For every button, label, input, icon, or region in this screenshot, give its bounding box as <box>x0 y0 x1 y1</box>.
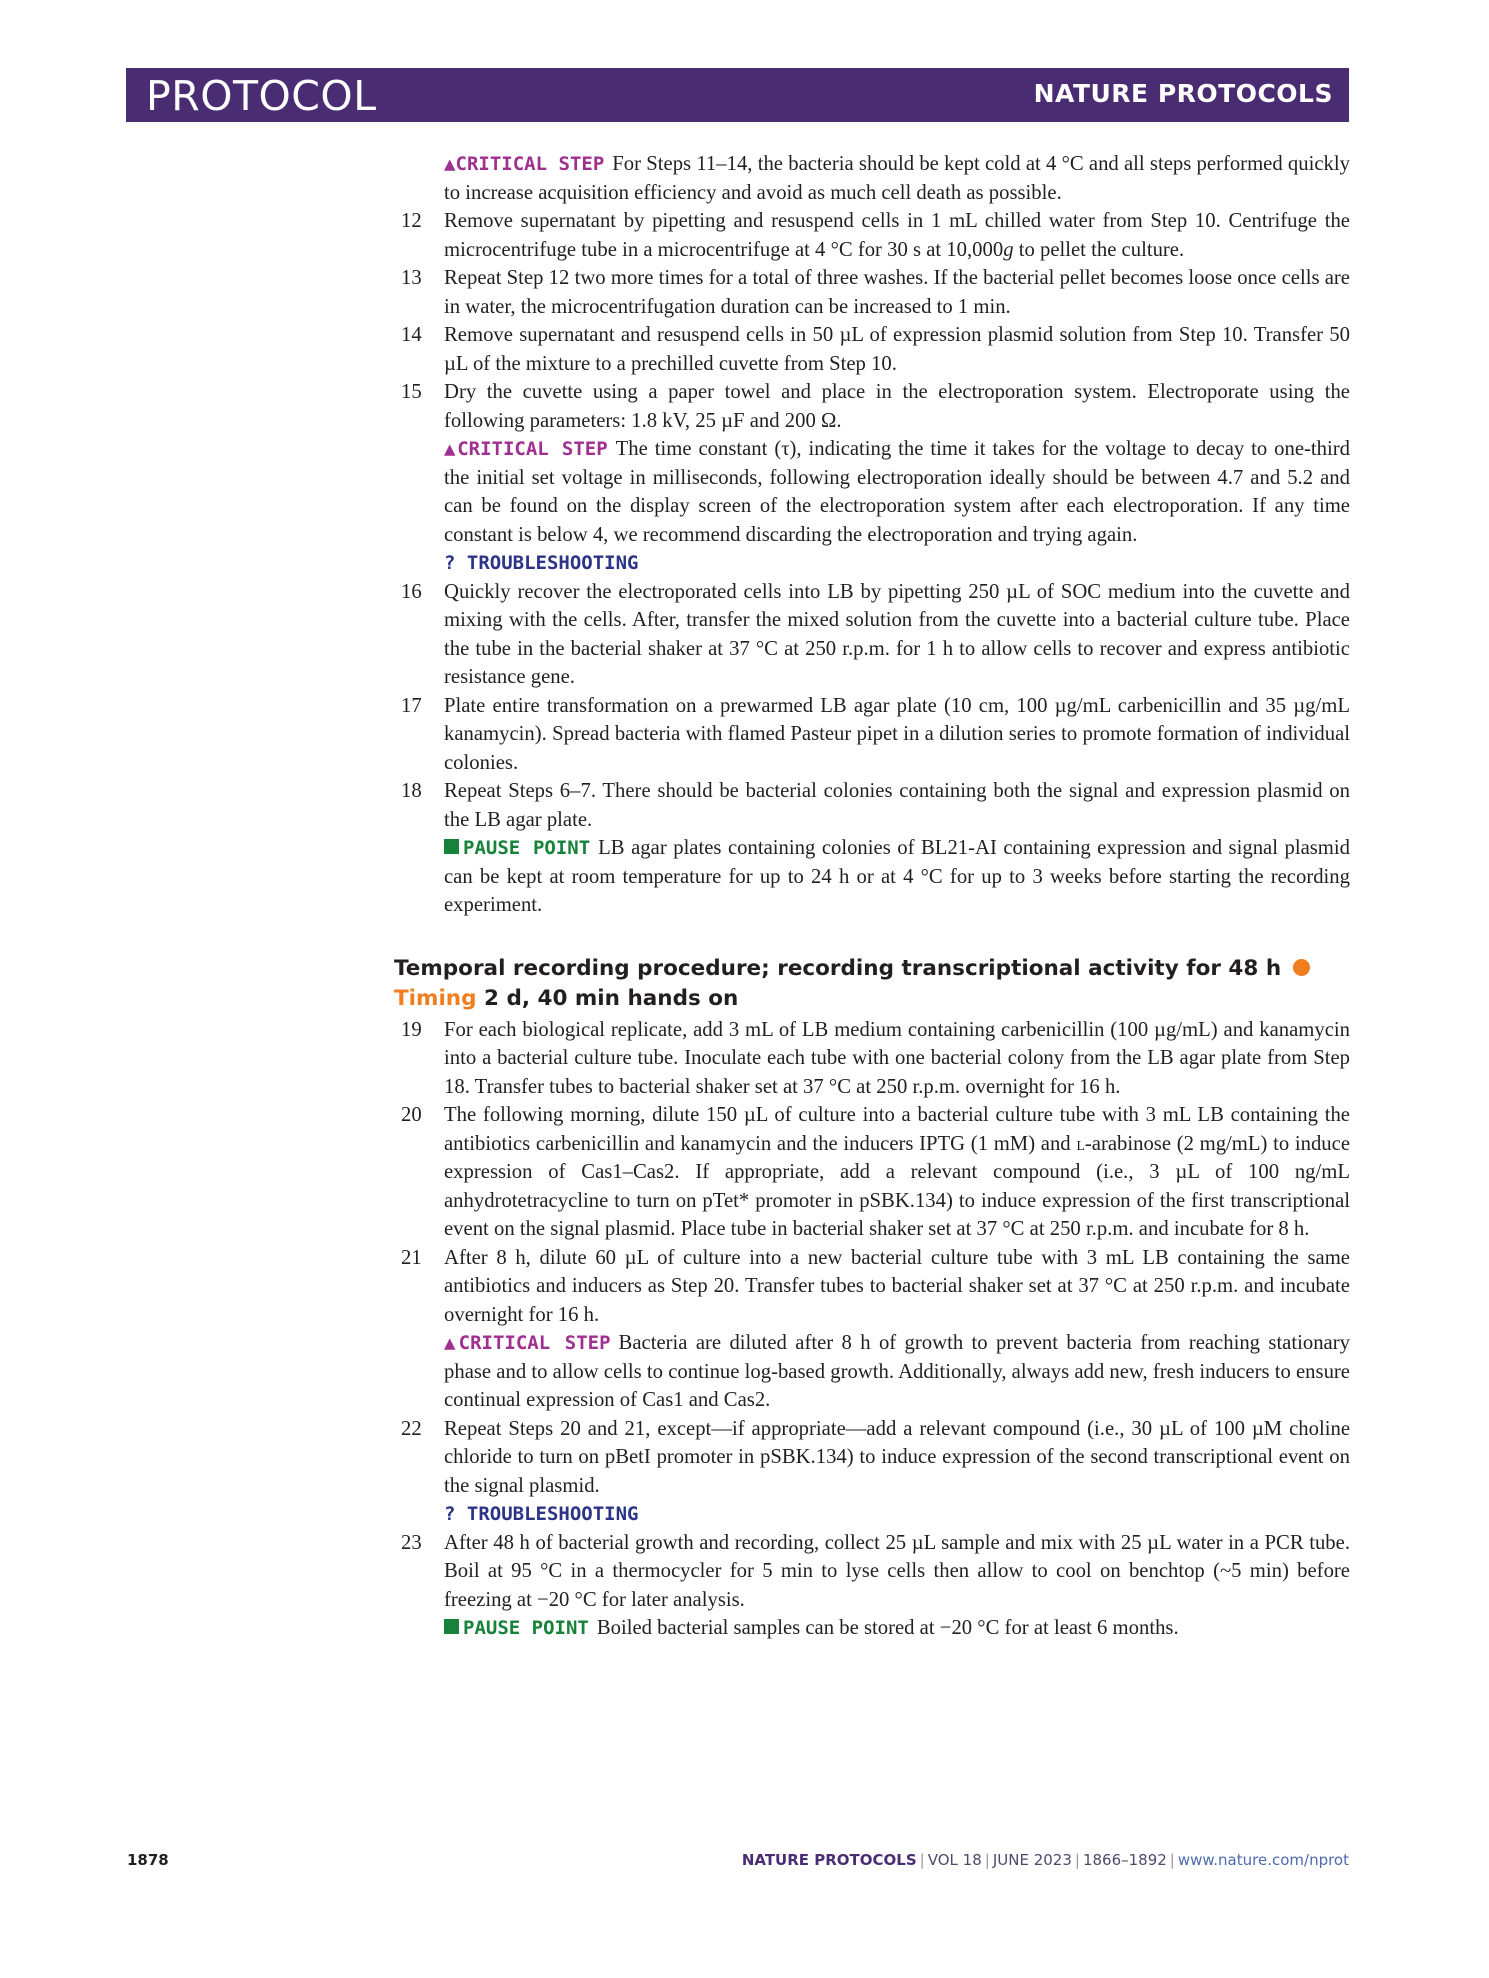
pause-square-icon <box>444 839 459 854</box>
critical-step-note: ▲CRITICAL STEP For Steps 11–14, the bacteria should be kept cold at 4 °C and all steps performed quickly to increase acquisition efficiency and avoid as much cell death as possible. <box>444 153 1350 204</box>
header-journal-name: NATURE PROTOCOLS <box>1033 79 1333 108</box>
critical-step-label: ▲CRITICAL STEP <box>444 153 605 175</box>
main-content <box>394 150 1350 1643</box>
step-15: 15 Dry the cuvette using a paper towel and place in the electroporation system. Electroporate using the following parameters: 1.8 kV, 25 µF and 200 Ω. <box>401 381 1350 432</box>
pause-point-label: PAUSE POINT <box>463 837 591 859</box>
critical-step-note: ▲CRITICAL STEP Bacteria are diluted after 8 h of growth to prevent bacteria from reaching stationary phase and to allow cells to continue log-based growth. Additionally, always add new, fresh inducers to ensure continual expression of Cas1 and Cas2. <box>444 1332 1350 1411</box>
pause-point-note: PAUSE POINT LB agar plates containing colonies of BL21-AI containing expression and signal plasmid can be kept at room temperature for up to 24 h or at 4 °C for up to 3 weeks before starting the recording experiment. <box>444 837 1350 916</box>
step-21: 21 After 8 h, dilute 60 µL of culture into a new bacterial culture tube with 3 mL LB containing the same antibiotics and inducers as Step 20. Transfer tubes to bacterial shaker set at 37 °C at 250 r.p.m. and incubate overnight for 16 h. <box>401 1246 1350 1326</box>
page-header <box>126 68 1349 122</box>
footer-pages: 1866–1892 <box>1082 1851 1167 1869</box>
step-20: 20 The following morning, dilute 150 µL of culture into a bacterial culture tube with 3 mL LB containing the antibiotics carbenicillin and kanamycin and the inducers IPTG (1 mM) and l-arabinose (2 mg/mL) to induce expression of Cas1–Cas2. If appropriate, add a relevant compound (i.e., 3 µL of 100 ng/mL anhydrotetracycline to turn on pTet* promoter in pSBK.134) to induce expression of the first transcriptional event on the signal plasmid. Place tube in bacterial shaker set at 37 °C at 250 r.p.m. and incubate for 8 h. <box>401 1104 1350 1240</box>
step-22: 22 Repeat Steps 20 and 21, except—if appropriate—add a relevant compound (i.e., 30 µL of 100 µM choline chloride to turn on pBetI promoter in pSBK.134) to induce expression of the second transcriptional event on the signal plasmid. <box>401 1417 1350 1497</box>
step-23: 23 After 48 h of bacterial growth and recording, collect 25 µL sample and mix with 25 µL water in a PCR tube. Boil at 95 °C in a thermocycler for 5 min to lyse cells then allow to cool on benchtop (~5 min) before freezing at −20 °C for later analysis. <box>401 1531 1350 1611</box>
step-12: 12 Remove supernatant by pipetting and resuspend cells in 1 mL chilled water from Step 10. Centrifuge the microcentrifuge tube in a microcentrifuge at 4 °C for 30 s at 10,000g to pellet the culture. <box>401 210 1350 261</box>
pause-point-label: PAUSE POINT <box>463 1617 589 1639</box>
critical-step-label: ▲CRITICAL STEP <box>444 438 608 460</box>
page-number: 1878 <box>127 1851 169 1869</box>
footer-url-link[interactable]: www.nature.com/nprot <box>1177 1851 1349 1869</box>
pause-point-note: PAUSE POINT Boiled bacterial samples can be stored at −20 °C for at least 6 months. <box>394 1614 1350 1643</box>
pause-square-icon <box>444 1619 459 1634</box>
footer-citation: NATURE PROTOCOLS | VOL 18 | JUNE 2023 | 1866–1892 | www.nature.com/nprot <box>741 1851 1349 1869</box>
footer-journal: NATURE PROTOCOLS <box>741 1851 917 1869</box>
timing-label: Timing <box>394 985 477 1011</box>
step-16: 16 Quickly recover the electroporated cells into LB by pipetting 250 µL of SOC medium into the cuvette and mixing with the cells. After, transfer the mixed solution from the cuvette into a bacterial culture tube. Place the tube in the bacterial shaker at 37 °C at 250 r.p.m. for 1 h to allow cells to recover and express antibiotic resistance gene. <box>401 580 1350 688</box>
footer-volume: VOL 18 <box>927 1851 982 1869</box>
step-17: 17 Plate entire transformation on a prewarmed LB agar plate (10 cm, 100 µg/mL carbenicillin and 35 µg/mL kanamycin). Spread bacteria with flamed Pasteur pipet in a dilution series to promote formation of individual colonies. <box>401 694 1350 774</box>
step-13: 13 Repeat Step 12 two more times for a total of three washes. If the bacterial pellet becomes loose once cells are in water, the microcentrifugation duration can be increased to 1 min. <box>401 267 1350 318</box>
footer-date: JUNE 2023 <box>992 1851 1072 1869</box>
step-18: 18 Repeat Steps 6–7. There should be bacterial colonies containing both the signal and expression plasmid on the LB agar plate. <box>401 780 1350 831</box>
section-heading: Temporal recording procedure; recording transcriptional activity for 48 h Timing 2 d, 40 min hands on <box>394 954 1350 1014</box>
header-section-label: PROTOCOL <box>146 72 377 120</box>
critical-step-label: ▲CRITICAL STEP <box>444 1332 611 1354</box>
step-19: 19 For each biological replicate, add 3 mL of LB medium containing carbenicillin (100 µg/mL) and kanamycin into a bacterial culture tube. Inoculate each tube with one bacterial colony from the LB agar plate from Step 18. Transfer tubes to bacterial shaker set at 37 °C at 250 r.p.m. overnight for 16 h. <box>401 1018 1350 1098</box>
step-14: 14 Remove supernatant and resuspend cells in 50 µL of expression plasmid solution from Step 10. Transfer 50 µL of the mixture to a prechilled cuvette from Step 10. <box>401 324 1350 375</box>
critical-step-note: ▲CRITICAL STEP The time constant (τ), indicating the time it takes for the voltage to decay to one-third the initial set voltage in milliseconds, following electroporation ideally should be between 4.7 and 5.2 and can be found on the display screen of the electroporation system after each electroporation. If any time constant is below 4, we recommend discarding the electroporation and trying again. <box>444 438 1350 546</box>
troubleshooting-link[interactable]: ? TROUBLESHOOTING <box>444 1503 639 1525</box>
troubleshooting-link[interactable]: ? TROUBLESHOOTING <box>444 552 639 574</box>
timing-dot-icon <box>1293 959 1310 976</box>
